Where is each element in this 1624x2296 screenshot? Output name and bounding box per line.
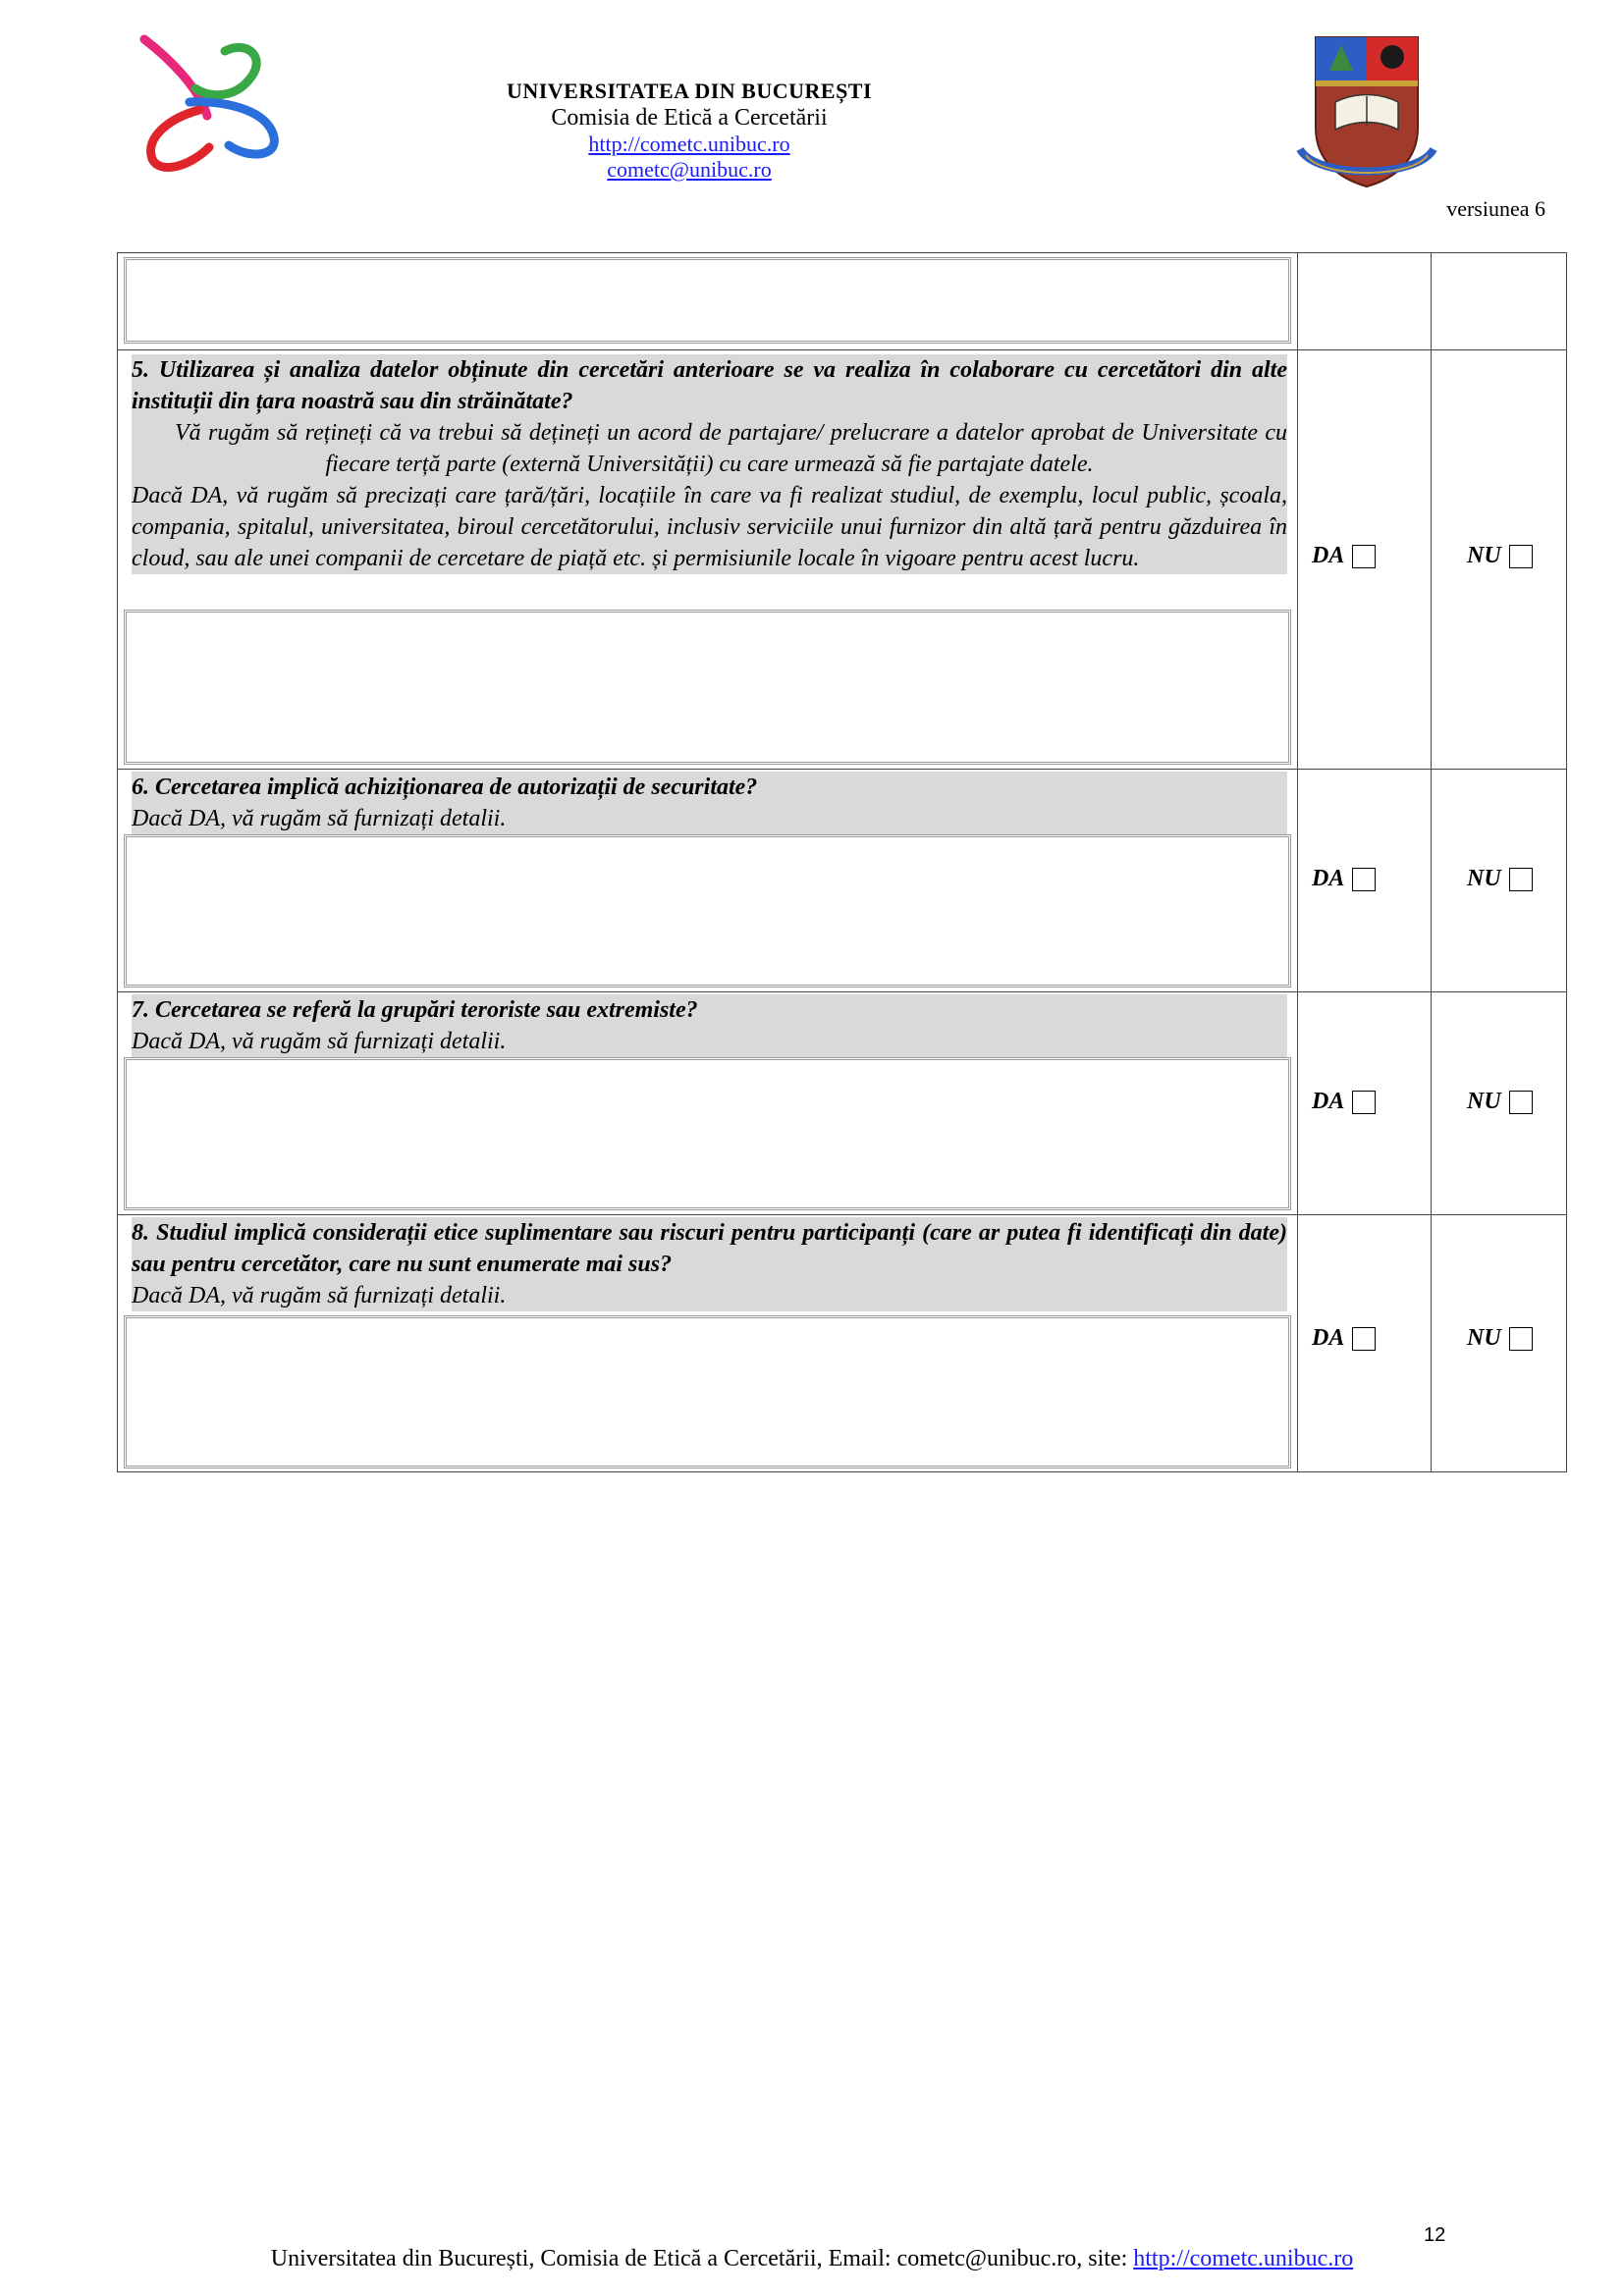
question-6-nu-option[interactable] [1467, 866, 1533, 892]
table-row-continuation [118, 253, 1566, 349]
question-6-title: 6. Cercetarea implică achiziționarea de autorizații de securitate? [132, 774, 758, 800]
commission-subtitle: Comisia de Etică a Cercetării [551, 105, 828, 131]
email-link[interactable]: cometc@unibuc.ro [607, 157, 772, 182]
question-5-note: Vă rugăm să rețineți că va trebui să dețineți un acord de partajare/ prelucrare a datelor aprobat de Universitate cu fiecare terță parte (externă Universității) cu care urmează să fie partajate datele. [175, 420, 1287, 477]
question-5-da-option[interactable] [1312, 543, 1376, 569]
question-5-nu-checkbox[interactable] [1509, 545, 1533, 568]
da-label: DA [1312, 1325, 1345, 1351]
question-6-da-checkbox[interactable] [1352, 868, 1376, 891]
question-5-da-checkbox[interactable] [1352, 545, 1376, 568]
footer-text: Universitatea din București, Comisia de Etică a Cercetării, Email: cometc@unibuc.ro, site: [270, 2246, 1134, 2271]
question-7-nu-option[interactable] [1467, 1089, 1533, 1115]
answer-field-question-7[interactable] [124, 1057, 1291, 1210]
question-6-nu-checkbox[interactable] [1509, 868, 1533, 891]
university-crest-icon [1296, 31, 1437, 192]
university-title: UNIVERSITATEA DIN BUCUREȘTI [506, 79, 873, 103]
da-label: DA [1312, 1089, 1345, 1114]
question-7-da-option[interactable] [1312, 1089, 1376, 1115]
answer-field-question-8[interactable] [124, 1315, 1291, 1468]
nu-label: NU [1467, 866, 1501, 891]
question-6-da-option[interactable] [1312, 866, 1376, 892]
question-7-text [132, 994, 1287, 1057]
question-5-nu-option[interactable] [1467, 543, 1533, 569]
da-label: DA [1312, 866, 1345, 891]
question-8-title: 8. Studiul implică considerații etice suplimentare sau riscuri pentru participanți (care ar putea fi identificați din date) sau pentru cercetător, care nu sunt enumerate mai sus? [132, 1220, 1287, 1277]
table-row-question-8 [118, 1214, 1566, 1471]
question-8-nu-option[interactable] [1467, 1325, 1533, 1352]
table-row-question-5 [118, 349, 1566, 769]
nu-label: NU [1467, 1325, 1501, 1351]
answer-field-previous[interactable] [124, 257, 1291, 344]
answer-field-question-6[interactable] [124, 834, 1291, 988]
question-8-da-option[interactable] [1312, 1325, 1376, 1352]
answer-field-question-5[interactable] [124, 610, 1291, 765]
question-7-nu-checkbox[interactable] [1509, 1091, 1533, 1114]
version-label: versiunea 6 [1446, 196, 1545, 221]
footer-site-link[interactable]: http://cometc.unibuc.ro [1133, 2246, 1354, 2271]
header-block [393, 79, 986, 183]
table-row-question-6 [118, 769, 1566, 991]
question-7-detail: Dacă DA, vă rugăm să furnizați detalii. [132, 1029, 507, 1054]
question-8-text [132, 1217, 1287, 1311]
question-7-da-checkbox[interactable] [1352, 1091, 1376, 1114]
question-7-title: 7. Cercetarea se referă la grupări teroriste sau extremiste? [132, 997, 698, 1023]
page-number: 12 [1424, 2224, 1446, 2246]
question-8-detail: Dacă DA, vă rugăm să furnizați detalii. [132, 1283, 507, 1308]
question-8-nu-checkbox[interactable] [1509, 1327, 1533, 1351]
question-6-detail: Dacă DA, vă rugăm să furnizați detalii. [132, 806, 507, 831]
question-5-title: 5. Utilizarea și analiza datelor obținute din cercetări anterioare se va realiza în colaborare cu cercetători din alte instituții din țara noastră sau din străinătate? [132, 357, 1287, 414]
question-6-text [132, 772, 1287, 834]
question-8-da-checkbox[interactable] [1352, 1327, 1376, 1351]
question-5-text [132, 354, 1287, 574]
footer [0, 2246, 1624, 2272]
table-row-question-7 [118, 991, 1566, 1214]
questions-table [117, 252, 1567, 1472]
da-label: DA [1312, 543, 1345, 568]
nu-label: NU [1467, 543, 1501, 568]
site-link[interactable]: http://cometc.unibuc.ro [588, 132, 790, 156]
cometc-logo [131, 29, 280, 175]
nu-label: NU [1467, 1089, 1501, 1114]
question-5-detail: Dacă DA, vă rugăm să precizați care țară/țări, locațiile în care va fi realizat studiul, de exemplu, locul public, școala, compania, spitalul, universitatea, biroul cercetătorului, inclusiv serviciile unui furnizor din altă țară pentru găzduirea în cloud, sau ale unei companii de cercetare de piață etc. și permisiunile locale în vigoare pentru acest lucru. [132, 483, 1287, 571]
